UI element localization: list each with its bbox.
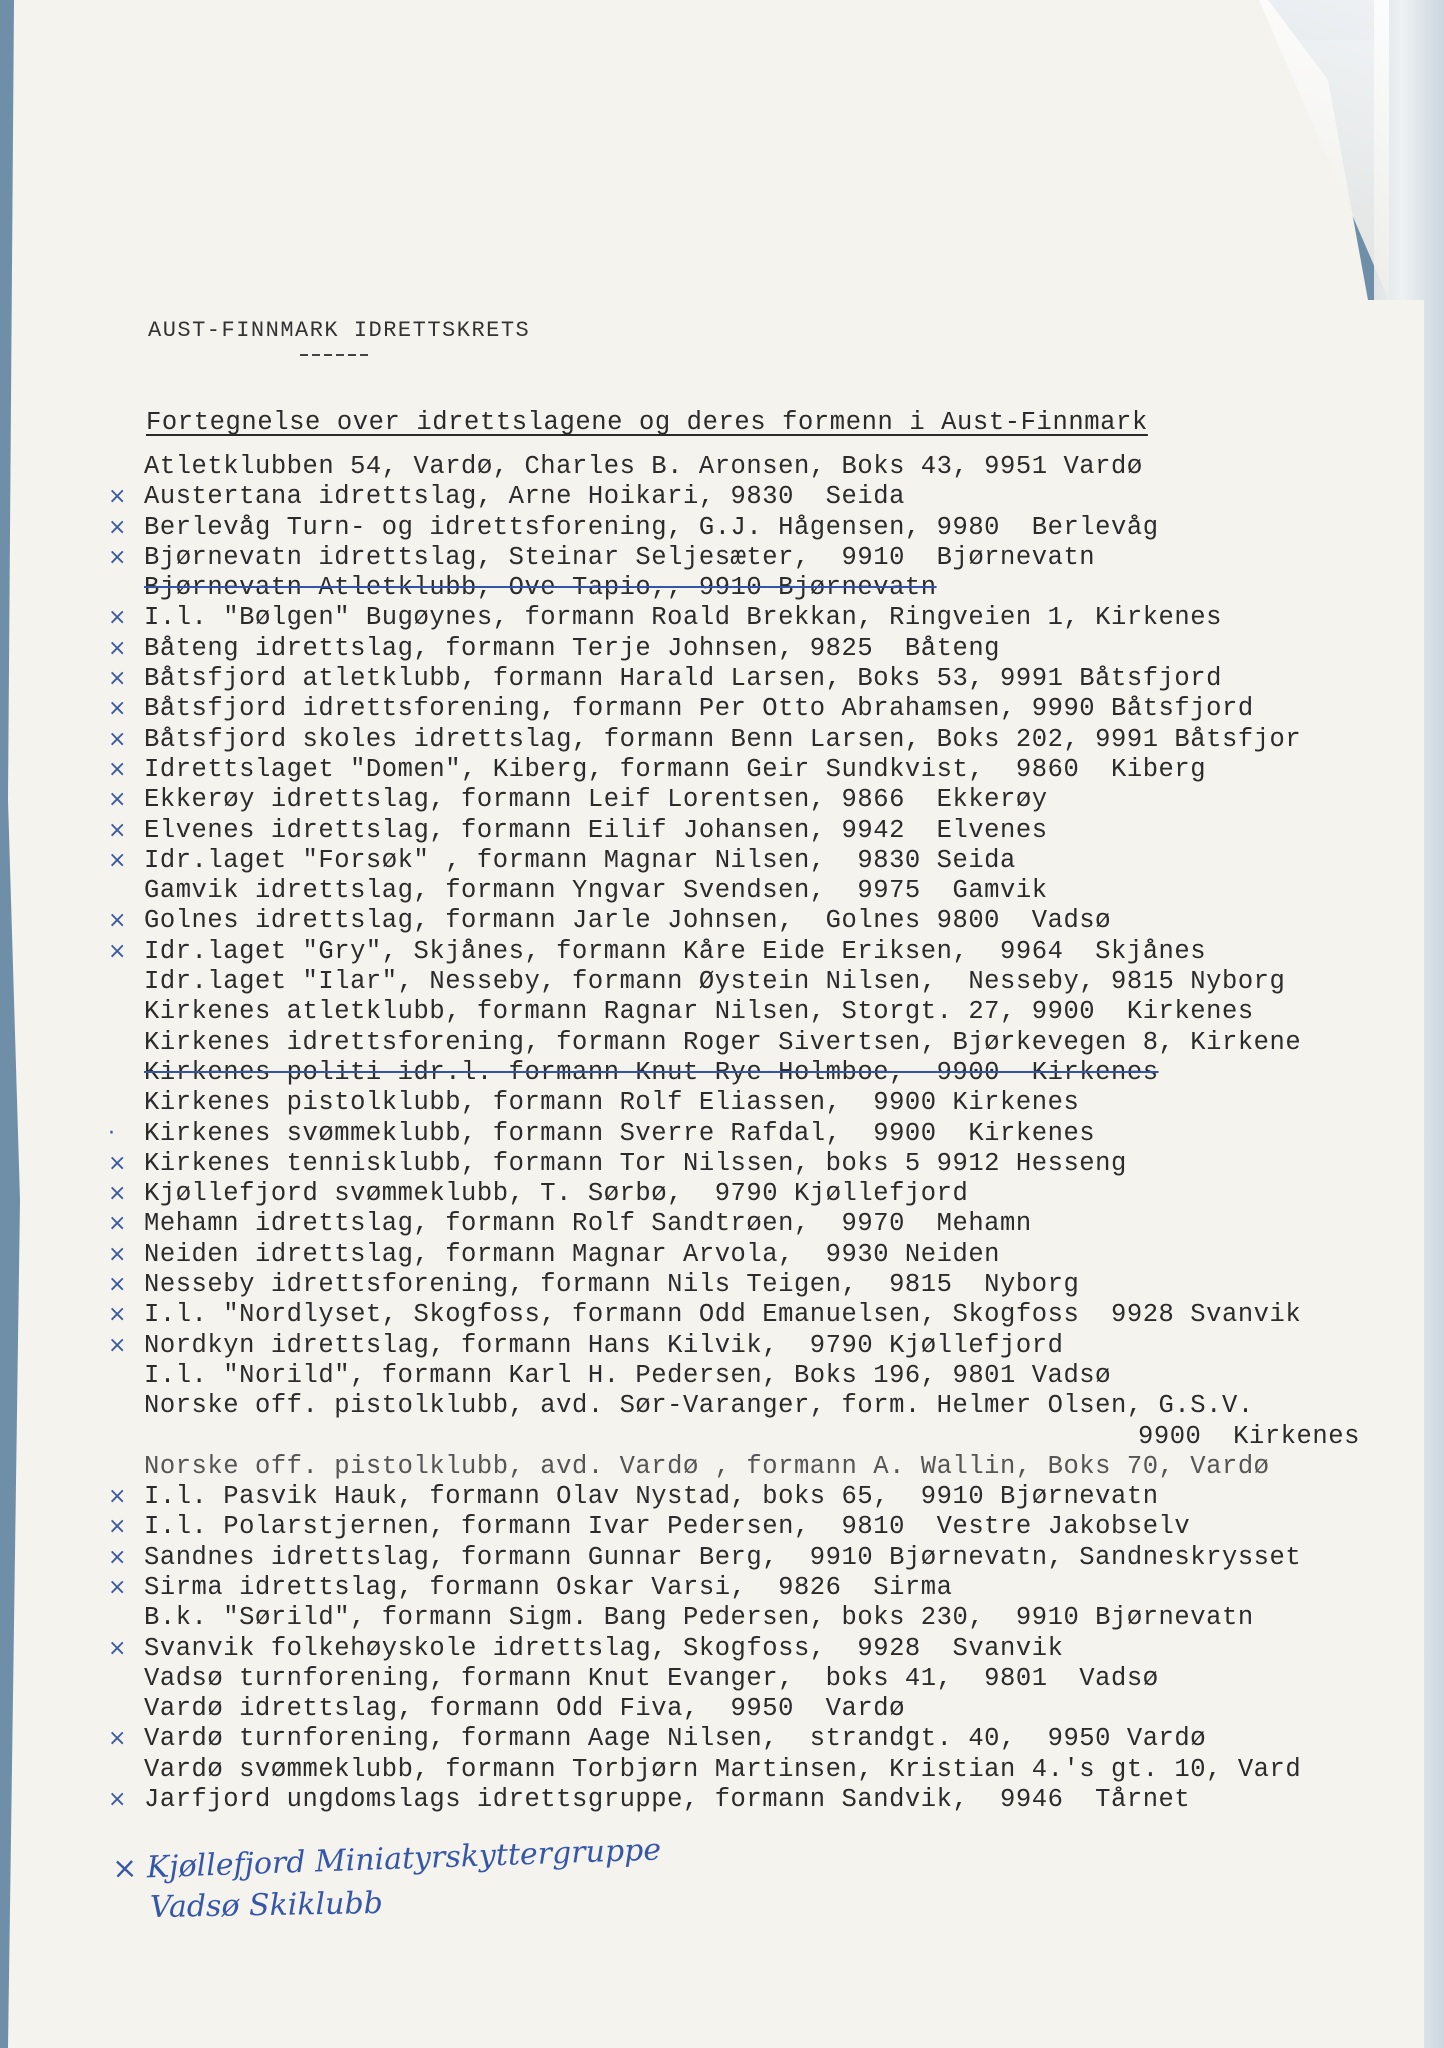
list-item	[108, 1361, 1444, 1391]
handwritten-note-2: Vadsø Skiklubb	[149, 1885, 384, 1926]
list-item	[108, 1512, 1444, 1542]
check-mark-icon: ×	[108, 938, 127, 964]
check-mark-icon: ·	[108, 1120, 116, 1146]
list-item-text: Vardø svømmeklubb, formann Torbjørn Martinsen, Kristian 4.'s gt. 10, Vard	[144, 1754, 1302, 1784]
list-item	[108, 1634, 1444, 1664]
check-mark-icon: ×	[108, 544, 127, 570]
list-item	[108, 816, 1444, 846]
list-item	[108, 1028, 1444, 1058]
list-item-text: Berlevåg Turn- og idrettsforening, G.J. Hågensen, 9980 Berlevåg	[144, 512, 1159, 542]
list-item-text: Kirkenes pistolklubb, formann Rolf Eliassen, 9900 Kirkenes	[144, 1088, 1080, 1118]
list-item	[108, 1482, 1444, 1512]
list-item-text: Vardø idrettslag, formann Odd Fiva, 9950 Vardø	[144, 1694, 905, 1724]
list-item-text: I.l. Pasvik Hauk, formann Olav Nystad, boks 65, 9910 Bjørnevatn	[144, 1482, 1159, 1512]
check-mark-icon: ×	[108, 514, 127, 540]
list-item	[108, 1543, 1444, 1573]
check-mark-icon: ×	[108, 1544, 127, 1570]
list-item-text: Neiden idrettslag, formann Magnar Arvola, 9930 Neiden	[144, 1239, 1001, 1269]
list-item-text: Kirkenes politi idr.l. formann Knut Rye-Holmboe, 9900 Kirkenes	[144, 1057, 1159, 1087]
check-mark-icon: ×	[108, 1241, 127, 1267]
check-mark-icon: ×	[108, 605, 127, 631]
list-item-text: Gamvik idrettslag, formann Yngvar Svendsen, 9975 Gamvik	[144, 876, 1048, 906]
list-item	[108, 1724, 1444, 1754]
list-item	[108, 1179, 1444, 1209]
list-item	[108, 603, 1444, 633]
list-item	[108, 1331, 1444, 1361]
list-item-text: Kjøllefjord svømmeklubb, T. Sørbø, 9790 Kjøllefjord	[144, 1179, 969, 1209]
list-item-text: Kirkenes svømmeklubb, formann Sverre Rafdal, 9900 Kirkenes	[144, 1118, 1096, 1148]
list-item-text: Båtsfjord skoles idrettslag, formann Benn Larsen, Boks 202, 9991 Båtsfjor	[144, 724, 1302, 754]
list-item-text: Båtsfjord atletklubb, formann Harald Larsen, Boks 53, 9991 Båtsfjord	[144, 664, 1222, 694]
list-item	[108, 573, 1444, 603]
list-item	[108, 1664, 1444, 1694]
list-item	[108, 1694, 1444, 1724]
check-mark-icon: ×	[108, 1514, 127, 1540]
list-item-text: Båteng idrettslag, formann Terje Johnsen, 9825 Båteng	[144, 633, 1001, 663]
list-item	[108, 1785, 1444, 1815]
list-item-text: Jarfjord ungdomslags idrettsgruppe, formann Sandvik, 9946 Tårnet	[144, 1785, 1191, 1815]
list-item	[108, 906, 1444, 936]
list-item-text: Idr.laget "Ilar", Nesseby, formann Øystein Nilsen, Nesseby, 9815 Nyborg	[144, 967, 1286, 997]
check-mark-icon: ×	[108, 1574, 127, 1600]
list-item	[108, 1240, 1444, 1270]
check-mark-icon: ×	[108, 1272, 127, 1298]
list-item	[108, 634, 1444, 664]
list-item-text: Atletklubben 54, Vardø, Charles B. Aronsen, Boks 43, 9951 Vardø	[144, 452, 1143, 481]
check-mark-icon: ×	[108, 908, 127, 934]
check-mark-icon: ×	[108, 635, 127, 661]
list-item-text: 9900 Kirkenes	[1138, 1421, 1360, 1451]
list-item	[108, 755, 1444, 785]
list-item	[108, 725, 1444, 755]
list-item	[108, 876, 1444, 906]
check-mark-icon: ×	[108, 1302, 127, 1328]
list-item-text: Ekkerøy idrettslag, formann Leif Lorentsen, 9866 Ekkerøy	[144, 785, 1048, 815]
check-mark-icon: ×	[108, 1332, 127, 1358]
list-item-text: I.l. "Bølgen" Bugøynes, formann Roald Brekkan, Ringveien 1, Kirkenes	[144, 603, 1222, 633]
check-mark-icon: ×	[108, 756, 127, 782]
list-item-text: Sandnes idrettslag, formann Gunnar Berg, 9910 Bjørnevatn, Sandneskrysset	[144, 1542, 1302, 1572]
list-item-text: Mehamn idrettslag, formann Rolf Sandtrøen, 9970 Mehamn	[144, 1209, 1032, 1239]
list-item	[108, 785, 1444, 815]
list-item-text: Idr.laget "Gry", Skjånes, formann Kåre Eide Eriksen, 9964 Skjånes	[144, 936, 1207, 966]
list-item	[108, 664, 1444, 694]
list-item	[108, 1422, 1444, 1452]
list-item	[108, 1058, 1444, 1088]
list-item	[108, 1573, 1444, 1603]
list-item-text: I.l. Polarstjernen, formann Ivar Pedersen, 9810 Vestre Jakobselv	[144, 1512, 1191, 1542]
list-item	[108, 846, 1444, 876]
check-mark-icon: ×	[108, 1211, 127, 1237]
list-item	[108, 482, 1444, 512]
check-mark-icon: ×	[108, 1150, 127, 1176]
list-item-text: Svanvik folkehøyskole idrettslag, Skogfoss, 9928 Svanvik	[144, 1633, 1064, 1663]
handwritten-note-1: × Kjøllefjord Miniatyrskyttergruppe	[111, 1832, 662, 1887]
list-item-text: Vadsø turnforening, formann Knut Evanger, boks 41, 9801 Vadsø	[144, 1663, 1159, 1693]
list-item-text: Idr.laget "Forsøk" , formann Magnar Nilsen, 9830 Seida	[144, 845, 1016, 875]
list-item-text: Bjørnevatn Atletklubb, Ove Tapio,, 9910 Bjørnevatn	[144, 573, 937, 603]
list-item	[108, 1452, 1444, 1482]
list-item	[108, 1603, 1444, 1633]
list-item	[108, 1209, 1444, 1239]
list-item	[108, 1300, 1444, 1330]
list-item-text: Vardø turnforening, formann Aage Nilsen, strandgt. 40, 9950 Vardø	[144, 1724, 1207, 1754]
list-item-text: Nordkyn idrettslag, formann Hans Kilvik, 9790 Kjøllefjord	[144, 1330, 1064, 1360]
organization-name: AUST-FINNMARK IDRETTSKRETS	[148, 318, 531, 343]
list-item	[108, 967, 1444, 997]
list-item-text: Båtsfjord idrettsforening, formann Per Otto Abrahamsen, 9990 Båtsfjord	[144, 694, 1254, 724]
list-item-text: Kirkenes atletklubb, formann Ragnar Nilsen, Storgt. 27, 9900 Kirkenes	[144, 997, 1254, 1027]
list-item	[108, 694, 1444, 724]
check-mark-icon: ×	[108, 847, 127, 873]
document-heading: Fortegnelse over idrettslagene og deres formenn i Aust-Finnmark	[146, 408, 1148, 437]
list-item	[108, 452, 1444, 482]
list-item	[108, 1088, 1444, 1118]
check-mark-icon: ×	[108, 666, 127, 692]
check-mark-icon: ×	[108, 484, 127, 510]
list-item-text: Kirkenes idrettsforening, formann Roger Sivertsen, Bjørkevegen 8, Kirkene	[144, 1027, 1302, 1057]
list-item	[108, 1270, 1444, 1300]
title-underline	[300, 354, 372, 356]
check-mark-icon: ×	[108, 1635, 127, 1661]
check-mark-icon: ×	[108, 1726, 127, 1752]
check-mark-icon: ×	[108, 1181, 127, 1207]
list-item	[108, 543, 1444, 573]
list-item	[108, 1755, 1444, 1785]
list-item-text: Elvenes idrettslag, formann Eilif Johansen, 9942 Elvenes	[144, 815, 1048, 845]
list-item-text: Norske off. pistolklubb, avd. Vardø , formann A. Wallin, Boks 70, Vardø	[144, 1451, 1270, 1481]
check-mark-icon: ×	[108, 696, 127, 722]
list-item-text: Nesseby idrettsforening, formann Nils Teigen, 9815 Nyborg	[144, 1270, 1080, 1300]
list-item-text: I.l. "Norild", formann Karl H. Pedersen, Boks 196, 9801 Vadsø	[144, 1360, 1112, 1390]
list-item	[108, 937, 1444, 967]
list-item-text: I.l. "Nordlyset, Skogfoss, formann Odd Emanuelsen, Skogfoss 9928 Svanvik	[144, 1300, 1302, 1330]
list-item-text: Idrettslaget "Domen", Kiberg, formann Geir Sundkvist, 9860 Kiberg	[144, 754, 1207, 784]
club-list	[108, 452, 1444, 1815]
list-item	[108, 1149, 1444, 1179]
check-mark-icon: ×	[108, 726, 127, 752]
list-item-text: Bjørnevatn idrettslag, Steinar Seljesæter, 9910 Bjørnevatn	[144, 542, 1096, 572]
check-mark-icon: ×	[108, 787, 127, 813]
list-item-text: Austertana idrettslag, Arne Hoikari, 9830 Seida	[144, 482, 905, 512]
list-item-text: Golnes idrettslag, formann Jarle Johnsen, Golnes 9800 Vadsø	[144, 906, 1112, 936]
list-item-text: Kirkenes tennisklubb, formann Tor Nilssen, boks 5 9912 Hesseng	[144, 1148, 1127, 1178]
check-mark-icon: ×	[108, 1484, 127, 1510]
list-item	[108, 997, 1444, 1027]
check-mark-icon: ×	[108, 1787, 127, 1813]
list-item	[108, 1391, 1444, 1421]
check-mark-icon: ×	[108, 817, 127, 843]
list-item	[108, 513, 1444, 543]
list-item-text: B.k. "Sørild", formann Sigm. Bang Pedersen, boks 230, 9910 Bjørnevatn	[144, 1603, 1254, 1633]
list-item-text: Sirma idrettslag, formann Oskar Varsi, 9826 Sirma	[144, 1572, 953, 1602]
list-item-text: Norske off. pistolklubb, avd. Sør-Varanger, form. Helmer Olsen, G.S.V.	[144, 1391, 1254, 1421]
list-item	[108, 1119, 1444, 1149]
